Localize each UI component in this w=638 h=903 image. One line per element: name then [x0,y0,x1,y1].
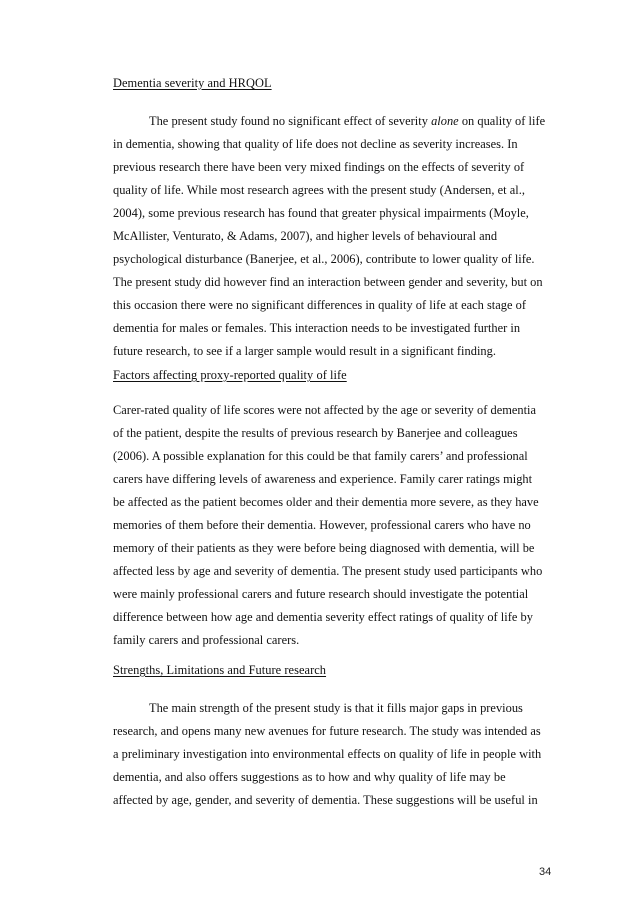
paragraph-line: carers have differing levels of awareness and experience. Family carer ratings might [113,472,533,486]
paragraph-factors-proxy [113,399,558,652]
paragraph-line: a preliminary investigation into environmental effects on quality of life in people with [113,747,542,761]
paragraph-line: affected by age, gender, and severity of dementia. These suggestions will be useful in [113,793,538,807]
paragraph-line: affected less by age and severity of dementia. The present study used participants who [113,564,543,578]
paragraph-strengths-limitations [113,697,558,812]
paragraph-line: McAllister, Venturato, & Adams, 2007), and higher levels of behavioural and [113,229,498,243]
section-dementia-severity [113,75,558,91]
paragraph-line: dementia for males or females. This interaction needs to be investigated further in [113,321,521,335]
paragraph-line: difference between how age and dementia severity effect ratings of quality of life by [113,610,533,624]
paragraph-line: were mainly professional carers and future research should investigate the potential [113,587,529,601]
paragraph-dementia-severity [113,110,558,363]
section-factors-proxy [113,367,558,383]
section-strengths-limitations [113,662,558,678]
section-heading-factors-proxy: Factors affecting proxy-reported quality of life [113,368,347,382]
paragraph-line: psychological disturbance (Banerjee, et al., 2006), contribute to lower quality of life. [113,252,535,266]
paragraph-line: dementia, and also offers suggestions as to how and why quality of life may be [113,770,506,784]
paragraph-line: The main strength of the present study is that it fills major gaps in previous [149,701,523,715]
paragraph-line: this occasion there were no significant differences in quality of life at each stage of [113,298,526,312]
paragraph-line: (2006). A possible explanation for this could be that family carers’ and professional [113,449,528,463]
paragraph-line: The present study did however find an interaction between gender and severity, but on [113,275,543,289]
paragraph-line: of the patient, despite the results of previous research by Banerjee and colleagues [113,426,518,440]
paragraph-line: memories of them before their dementia. However, professional carers who have no [113,518,531,532]
line-text: The present study found no significant effect of severity [149,114,432,128]
paragraph-line: research, and opens many new avenues for future research. The study was intended as [113,724,541,738]
italic-word: alone [431,114,459,128]
paragraph-line: future research, to see if a larger sample would result in a significant finding. [113,344,496,358]
paragraph-line: family carers and professional carers. [113,633,300,647]
paragraph-line: memory of their patients as they were before being diagnosed with dementia, will be [113,541,535,555]
paragraph-line: be affected as the patient becomes older and their dementia more severe, as they have [113,495,539,509]
section-heading-strengths-limitations: Strengths, Limitations and Future research [113,663,327,677]
paragraph-line: 2004), some previous research has found that greater physical impairments (Moyle, [113,206,529,220]
paragraph-line: Carer-rated quality of life scores were not affected by the age or severity of dementia [113,403,537,417]
page-number: 34 [539,866,552,878]
paragraph-line [113,110,558,133]
paragraph-line: quality of life. While most research agrees with the present study (Andersen, et al., [113,183,525,197]
paragraph-line: previous research there have been very mixed findings on the effects of severity of [113,160,525,174]
section-heading-dementia-severity: Dementia severity and HRQOL [113,76,272,90]
paragraph-line: in dementia, showing that quality of life does not decline as severity increases. In [113,137,518,151]
line-text: on quality of life [458,114,546,128]
